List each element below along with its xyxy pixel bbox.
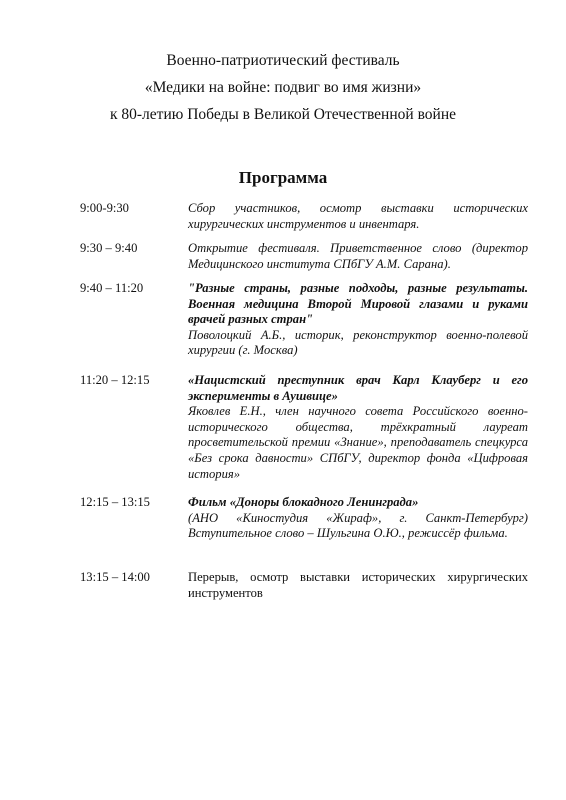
header-line-festival: Военно-патриотический фестиваль — [166, 52, 400, 69]
row-time: 13:15 – 14:00 — [80, 570, 150, 584]
row-description — [188, 281, 528, 359]
row-time: 9:00-9:30 — [80, 201, 129, 215]
document-header — [0, 47, 566, 128]
row-lecture-title: «Нацистский преступник врач Карл Клауберг и его эксперименты в Аушвице» — [188, 373, 528, 403]
row-film-details: (АНО «Киностудия «Жираф», г. Санкт-Петербург) Вступительное слово – Шульгина О.Ю., режиссёр фильма. — [188, 510, 528, 541]
row-lecture-title: "Разные страны, разные подходы, разные результаты. Военная медицина Второй Мировой глазами и руками врачей разных стран" — [188, 281, 528, 327]
row-time: 9:30 – 9:40 — [80, 241, 138, 255]
header-line-title: «Медики на войне: подвиг во имя жизни» — [144, 79, 422, 96]
row-text: Открытие фестиваля. Приветственное слово (директор Медицинского института СПбГУ А.М. Сарана). — [188, 241, 528, 271]
row-time: 12:15 – 13:15 — [80, 495, 150, 509]
row-description — [188, 373, 528, 482]
row-film-title: Фильм «Доноры блокадного Ленинграда» — [188, 495, 419, 509]
row-speaker: Поволоцкий А.Б., историк, реконструктор военно-полевой хирургии (г. Москва) — [188, 327, 528, 358]
row-text: Сбор участников, осмотр выставки исторических хирургических инструментов и инвентаря. — [188, 201, 528, 231]
program-title: Программа — [238, 168, 328, 187]
row-time: 11:20 – 12:15 — [80, 373, 150, 387]
row-description — [188, 495, 528, 542]
row-time: 9:40 – 11:20 — [80, 281, 144, 295]
row-text: Перерыв, осмотр выставки исторических хирургических инструментов — [188, 570, 528, 600]
row-speaker: Яковлев Е.Н., член научного совета Российского военно-исторического общества, трёхкратный лауреат просветительской премии «Знание», преподаватель спецкурса «Без срока давности» СПбГУ, директор фонда «Цифровая история» — [188, 404, 528, 481]
header-line-anniversary: к 80-летию Победы в Великой Отечественной войне — [109, 106, 456, 123]
